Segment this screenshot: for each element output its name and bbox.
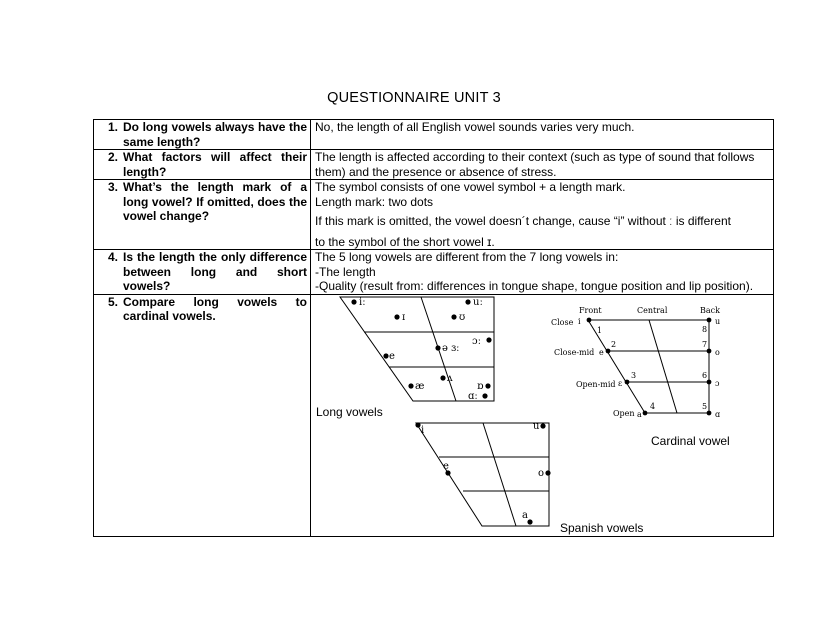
answer-cell <box>311 250 774 295</box>
vowel-dot <box>707 410 712 415</box>
cardinal-number: 5 <box>702 401 708 411</box>
question-number: 4. <box>107 250 118 264</box>
vowel-symbol: o <box>538 467 545 479</box>
cardinal-vowel-symbol: ɛ <box>618 378 623 388</box>
question-cell <box>94 120 311 150</box>
vowel-dot <box>486 337 491 342</box>
cardinal-vowel-chart <box>588 320 709 413</box>
question-text: Do long vowels always have the same length? <box>123 120 307 149</box>
spanish-vowel-dots <box>415 422 550 524</box>
vowel-symbol: ɔː <box>472 335 481 347</box>
vowel-symbol: ɪ <box>402 311 406 323</box>
answer-line: If this mark is omitted, the vowel doesn´t change, cause “i” without ː is different <box>315 214 731 228</box>
cardinal-vowel-symbol: o <box>715 347 720 357</box>
answer-cell <box>311 120 774 150</box>
answer-line: -The length <box>315 264 376 279</box>
cardinal-number: 3 <box>631 370 637 380</box>
vowel-dot <box>440 375 445 380</box>
question-cell <box>94 180 311 250</box>
cardinal-height-label: Open <box>613 408 635 418</box>
cardinal-height-label: Open-mid <box>576 379 616 389</box>
vowel-dot <box>465 299 470 304</box>
vowel-dot <box>482 393 487 398</box>
table-row <box>94 250 774 295</box>
cardinal-number: 8 <box>702 324 708 334</box>
cardinal-vowel-symbol: a <box>637 409 642 419</box>
vowel-symbol: ɒ <box>477 380 484 392</box>
vowel-symbol: æ <box>415 380 425 392</box>
question-number: 1. <box>107 120 118 134</box>
vowel-dot <box>707 379 712 384</box>
question-text: Is the length the only difference between long and short vowels? <box>123 250 307 293</box>
questionnaire-table <box>93 119 774 537</box>
table-row <box>94 180 774 250</box>
vowel-dot <box>408 383 413 388</box>
cardinal-vowel-label: Cardinal vowel <box>651 433 730 448</box>
spanish-vowels-label: Spanish vowels <box>560 520 644 535</box>
cardinal-vowel-symbol: e <box>599 347 604 357</box>
question-number: 3. <box>107 180 118 194</box>
question-cell <box>94 294 311 536</box>
vowel-dot <box>707 317 712 322</box>
vowel-dot <box>451 314 456 319</box>
cardinal-column-label: Central <box>637 305 668 315</box>
answer-line: The symbol consists of one vowel symbol + a length mark. <box>315 180 626 194</box>
vowel-symbol: ʌ <box>447 372 453 384</box>
vowel-diagrams <box>311 295 773 536</box>
vowel-dot <box>394 314 399 319</box>
cardinal-number: 4 <box>650 401 656 411</box>
vowel-symbol: ə ɜː <box>442 342 460 354</box>
vowel-symbol: a <box>522 509 528 521</box>
vowel-dot <box>707 348 712 353</box>
long-vowels-label: Long vowels <box>316 404 383 419</box>
cardinal-number: 7 <box>702 339 708 349</box>
vowel-dot <box>351 299 356 304</box>
vowel-symbol: e <box>443 460 449 472</box>
table-row <box>94 294 774 536</box>
cardinal-height-label: Close-mid <box>554 347 595 357</box>
cardinal-number: 6 <box>702 370 708 380</box>
vowel-dot <box>545 470 550 475</box>
answer-line: -Quality (result from: differences in tongue shape, tongue position and lip position). <box>315 279 754 293</box>
answer-cell <box>311 180 774 250</box>
vowel-symbol: iː <box>359 296 366 308</box>
vowel-symbol: uː <box>473 296 483 308</box>
vowel-dot <box>485 383 490 388</box>
cardinal-height-label: Close <box>551 317 574 327</box>
vowel-dot <box>383 353 388 358</box>
cardinal-vowel-dots <box>587 317 712 415</box>
cardinal-number: 2 <box>611 339 617 349</box>
vowel-dot <box>643 410 648 415</box>
vowel-dot <box>435 345 440 350</box>
vowel-dot <box>606 348 611 353</box>
answer-cell <box>311 150 774 180</box>
cardinal-column-label: Front <box>579 305 602 315</box>
vowel-dot <box>587 317 592 322</box>
vowel-symbol: e <box>389 350 395 362</box>
cardinal-vowel-symbol: u <box>715 316 721 326</box>
answer-line: to the symbol of the short vowel ɪ. <box>315 234 495 249</box>
cardinal-vowel-symbol: ɔ <box>715 378 720 388</box>
question-number: 2. <box>107 150 118 164</box>
cardinal-vowel-symbol: ɑ <box>715 409 721 419</box>
diagram-cell <box>311 294 774 536</box>
vowel-dot <box>527 519 532 524</box>
question-number: 5. <box>107 294 118 309</box>
question-text: What factors will affect their length? <box>123 150 307 179</box>
question-text: What’s the length mark of a long vowel? If omitted, does the vowel change? <box>123 180 307 223</box>
vowel-symbol: ʊ <box>459 311 466 323</box>
answer-line: The 5 long vowels are different from the 7 long vowels in: <box>315 250 619 264</box>
page-title: QUESTIONNAIRE UNIT 3 <box>327 90 501 106</box>
question-cell <box>94 250 311 295</box>
cardinal-vowel-symbol: i <box>578 316 581 326</box>
answer-line: No, the length of all English vowel sounds varies very much. <box>315 120 635 134</box>
vowel-symbol: ɑː <box>468 390 478 402</box>
table-row <box>94 120 774 150</box>
table-row <box>94 150 774 180</box>
vowel-symbol: u <box>533 420 540 432</box>
question-text: Compare long vowels to cardinal vowels. <box>123 294 307 323</box>
cardinal-number: 1 <box>597 325 603 335</box>
vowel-dot <box>625 379 630 384</box>
vowel-dot <box>415 422 420 427</box>
answer-line: Length mark: two dots <box>315 194 434 209</box>
answer-line: The length is affected according to their context (such as type of sound that follows them) and the presence or absence of stress. <box>315 150 755 179</box>
cardinal-column-label: Back <box>700 305 720 315</box>
vowel-symbol: i <box>421 424 425 436</box>
question-cell <box>94 150 311 180</box>
vowel-dot <box>540 423 545 428</box>
spanish-vowel-chart <box>416 420 549 526</box>
